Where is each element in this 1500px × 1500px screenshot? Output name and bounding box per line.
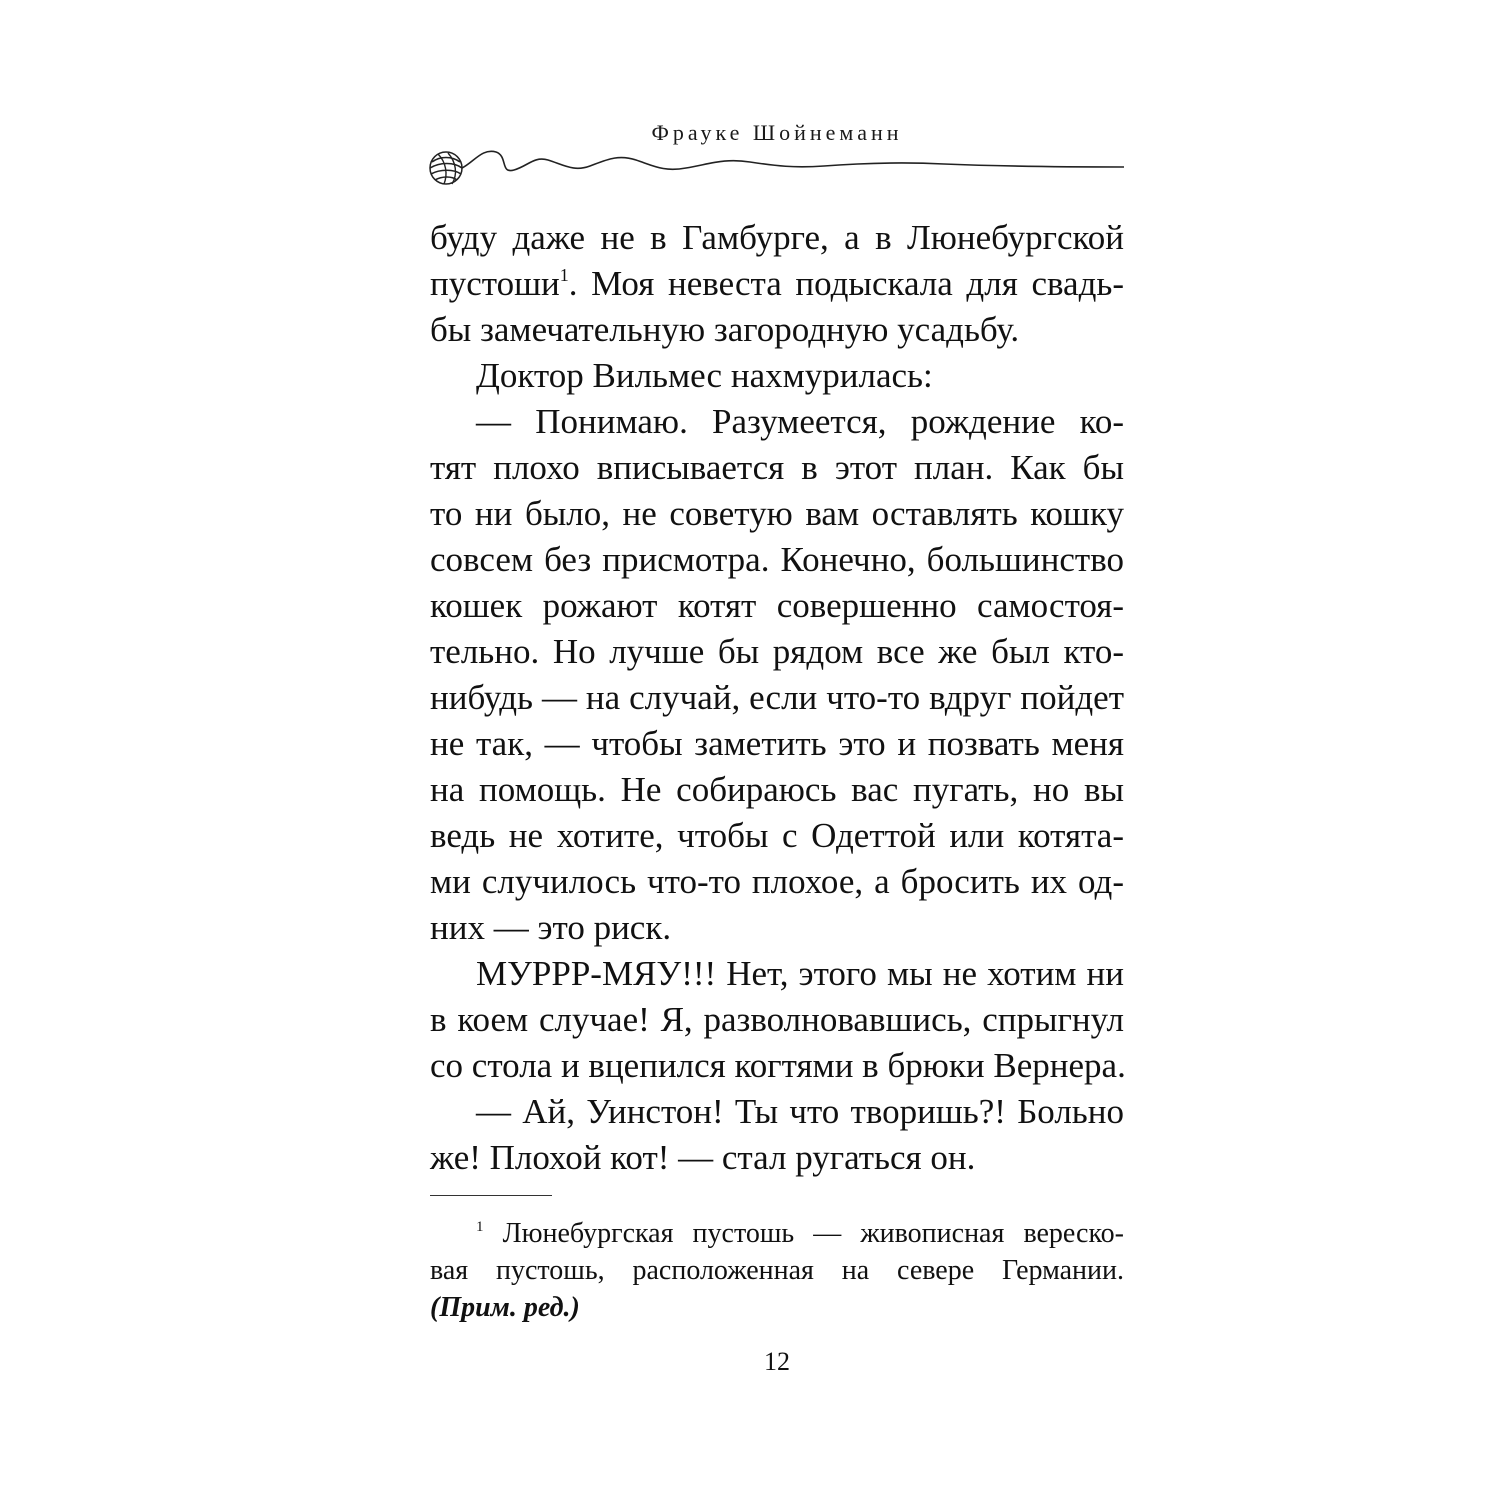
text-line [430, 261, 1124, 307]
text-line: совсем без присмотра. Конечно, большинство [430, 540, 1124, 579]
text-line: ведь не хотите, чтобы с Одеттой или котята- [430, 816, 1124, 855]
yarn-ball-icon [430, 152, 462, 184]
footnote-line [430, 1289, 1124, 1326]
footnote-reference: 1 [559, 265, 569, 285]
footnote-line [430, 1215, 1124, 1252]
text-line: тят плохо вписывается в этот план. Как бы [430, 448, 1124, 487]
text-line: то ни было, не советую вам оставлять кошку [430, 494, 1124, 533]
text-fragment: . Моя невеста подыскала для свадь- [568, 264, 1124, 303]
text-line: них — это риск. [430, 908, 672, 947]
footnote-text: Люнебургская пустошь — живописная вереско- [502, 1218, 1124, 1249]
text-line: со стола и вцепился когтями в брюки Вернера. [430, 1046, 1126, 1085]
body-text [430, 215, 1124, 1181]
text-line: Доктор Вильмес нахмурилась: [476, 356, 933, 395]
text-fragment: пустоши [430, 264, 560, 303]
running-header-author: Фрауке Шойнеманн [651, 120, 903, 145]
text-line: же! Плохой кот! — стал ругаться он. [430, 1138, 976, 1177]
header-ornament [424, 140, 1130, 190]
page-number: 12 [764, 1347, 790, 1376]
text-line: нибудь — на случай, если что-то вдруг пойдет [430, 678, 1124, 717]
text-line: кошек рожают котят совершенно самостоя- [430, 586, 1124, 625]
text-line: бы замечательную загородную усадьбу. [430, 310, 1020, 349]
editor-note: (Прим. ред.) [430, 1292, 580, 1323]
footnote [430, 1215, 1124, 1326]
text-line: — Ай, Уинстон! Ты что творишь?! Больно [476, 1092, 1124, 1131]
footnote-line: вая пустошь, расположенная на севере Германии. [430, 1255, 1124, 1286]
text-line: ми случилось что-то плохое, а бросить их од- [430, 862, 1124, 901]
text-line: МУРРР-МЯУ!!! Нет, этого мы не хотим ни [476, 954, 1124, 993]
text-line: в коем случае! Я, разволновавшись, спрыгнул [430, 1000, 1124, 1039]
yarn-thread [462, 151, 1124, 170]
text-line: тельно. Но лучше бы рядом все же был кто- [430, 632, 1124, 671]
text-line: не так, — чтобы заметить это и позвать меня [430, 724, 1124, 763]
text-line: — Понимаю. Разумеется, рождение ко- [476, 402, 1124, 441]
text-line: на помощь. Не собираюсь вас пугать, но вы [430, 770, 1124, 809]
footnote-separator [430, 1195, 552, 1196]
text-line: буду даже не в Гамбурге, а в Люнебургской [430, 218, 1124, 257]
footnote-marker: 1 [476, 1219, 484, 1235]
